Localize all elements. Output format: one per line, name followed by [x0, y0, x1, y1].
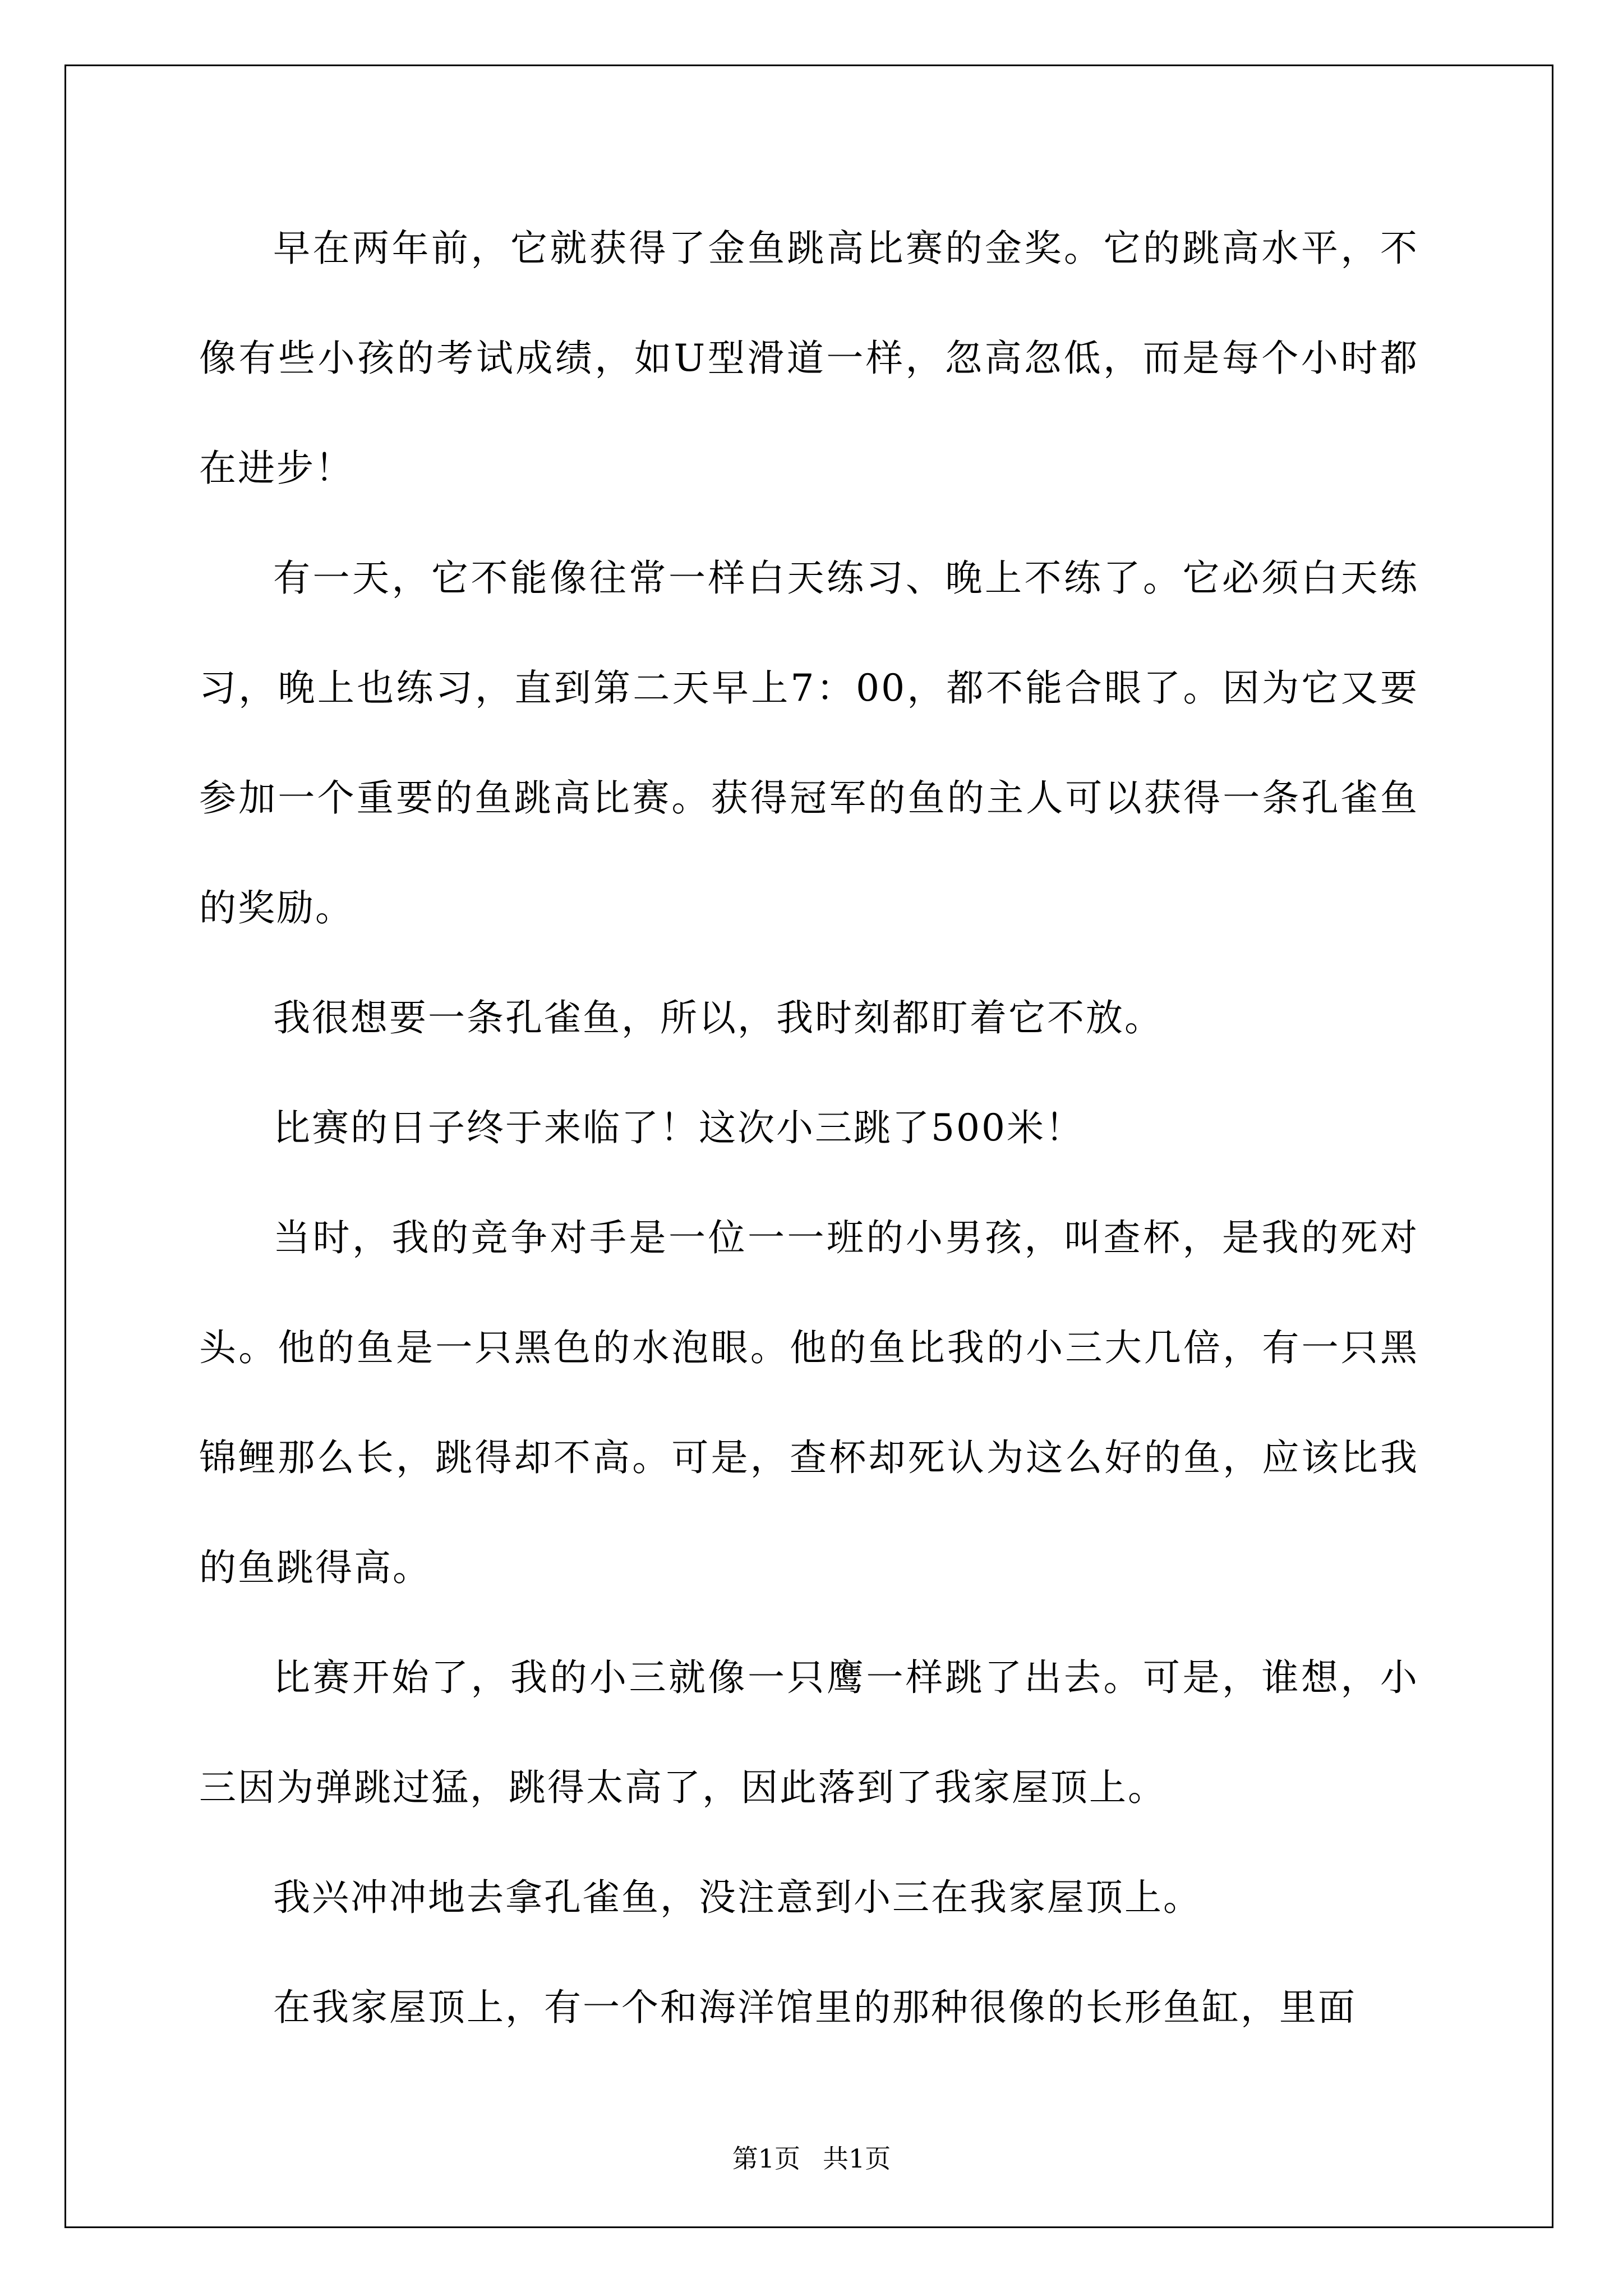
- paragraph: 我兴冲冲地去拿孔雀鱼，没注意到小三在我家屋顶上。: [273, 1876, 1202, 1919]
- paragraph: 有一天，它不能像往常一样白天练习、晚上不练了。它必须白天练习，晚上也练习，直到第二天早上7：00，都不能合眼了。因为它又要参加一个重要的鱼跳高比赛。获得冠军的鱼的主人可以获得一条孔雀鱼的奖励。: [199, 556, 1419, 930]
- paragraph: 我很想要一条孔雀鱼，所以，我时刻都盯着它不放。: [273, 996, 1163, 1039]
- paragraph: 比赛开始了，我的小三就像一只鹰一样跳了出去。可是，谁想，小三因为弹跳过猛，跳得太高了，因此落到了我家屋顶上。: [199, 1656, 1419, 1809]
- page-number: 第1页: [732, 2143, 800, 2174]
- paragraph: 在我家屋顶上，有一个和海洋馆里的那种很像的长形鱼缸，里面: [273, 1986, 1357, 2029]
- paragraph: 早在两年前，它就获得了金鱼跳高比赛的金奖。它的跳高水平，不像有些小孩的考试成绩，如U型滑道一样，忽高忽低，而是每个小时都在进步！: [199, 227, 1419, 490]
- paragraph: 当时，我的竞争对手是一位一一班的小男孩，叫查杯，是我的死对头。他的鱼是一只黑色的水泡眼。他的鱼比我的小三大几倍，有一只黑锦鲤那么长，跳得却不高。可是，查杯却死认为这么好的鱼，应该比我的鱼跳得高。: [199, 1216, 1419, 1589]
- page-footer: [0, 2142, 1623, 2175]
- document-body: [199, 194, 1419, 2063]
- paragraph: 比赛的日子终于来临了！这次小三跳了500米！: [273, 1106, 1084, 1149]
- page-total: 共1页: [823, 2143, 891, 2174]
